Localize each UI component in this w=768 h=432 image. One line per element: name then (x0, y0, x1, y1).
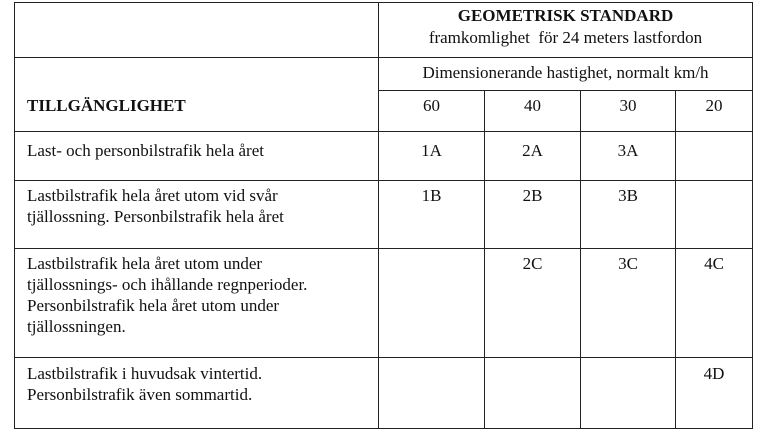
row-4-line-2: Personbilstrafik även sommartid. (27, 385, 253, 404)
row-4-line-1: Lastbilstrafik i huvudsak vintertid. (27, 364, 263, 383)
rule-row-3 (14, 248, 753, 249)
rule-row-1 (14, 131, 753, 132)
row-3-line-4: tjällossningen. (27, 317, 126, 336)
row-1-code-60: 1A (421, 141, 442, 160)
row-3-line-2: tjällossnings- och ihållande regnperioder. (27, 275, 308, 294)
rule-left (14, 2, 15, 429)
row-2-code-30: 3B (618, 186, 638, 205)
rule-speed-caption (378, 90, 753, 91)
rule-top (14, 2, 753, 3)
rule-header (14, 57, 753, 58)
row-3-code-40: 2C (522, 254, 543, 273)
row-2-line-1: Lastbilstrafik hela året utom vid svår (27, 186, 278, 205)
speed-30-header: 30 (619, 96, 637, 115)
rule-row-4 (14, 357, 753, 358)
accessibility-column-header: TILLGÄNGLIGHET (27, 96, 186, 115)
rule-row-2 (14, 180, 753, 181)
speed-60-header: 60 (423, 96, 440, 115)
table-title: GEOMETRISK STANDARD (457, 6, 674, 25)
row-3-description (27, 253, 307, 337)
row-2-code-40: 2B (522, 186, 543, 205)
row-3-code-20: 4C (704, 254, 724, 273)
row-3-code-30: 3C (618, 254, 638, 273)
row-4-code-20: 4D (703, 364, 725, 383)
table-subtitle: framkomlighet för 24 meters lastfordon (428, 28, 703, 47)
speed-caption: Dimensionerande hastighet, normalt km/h (422, 63, 709, 82)
row-1-code-40: 2A (522, 141, 543, 160)
rule-bottom (14, 428, 753, 429)
row-3-line-3: Personbilstrafik hela året utom under (27, 296, 280, 315)
rule-right (752, 2, 753, 429)
row-2-code-60: 1B (421, 186, 442, 205)
row-1-description (27, 140, 264, 161)
row-1-line-1: Last- och personbilstrafik hela året (27, 141, 264, 160)
row-2-description (27, 185, 284, 227)
row-2-line-2: tjällossning. Personbilstrafik hela året (27, 207, 284, 226)
speed-20-header: 20 (705, 96, 723, 115)
row-4-description (27, 363, 262, 405)
row-3-line-1: Lastbilstrafik hela året utom under (27, 254, 263, 273)
speed-40-header: 40 (524, 96, 541, 115)
row-1-code-30: 3A (617, 141, 639, 160)
